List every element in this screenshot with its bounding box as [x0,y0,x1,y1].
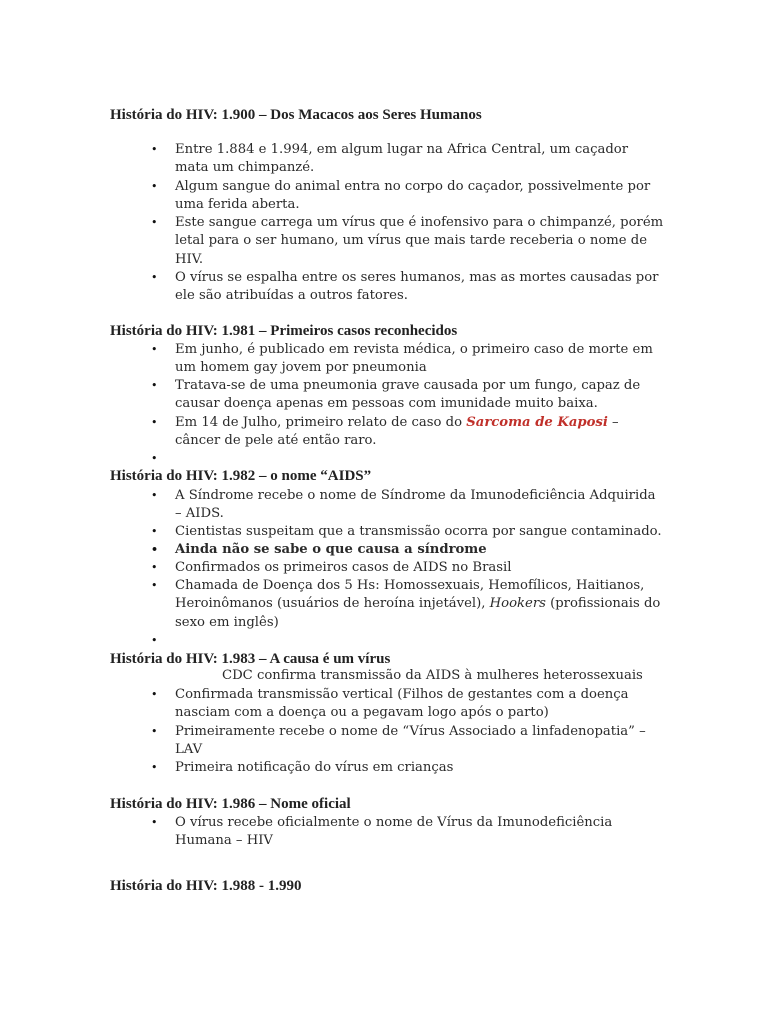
bullet-icon: • [151,579,158,592]
list-item [151,686,665,723]
bullet-icon: • [151,688,158,701]
kaposi-text-after: – câncer de pele até então raro. [175,415,619,449]
bullet-icon: • [151,816,158,829]
list-item [151,178,665,215]
bullet-icon: • [151,761,158,774]
list-item [151,377,665,414]
bullet-icon: • [151,416,158,429]
list-item-text: Em junho, é publicado em revista médica, o primeiro caso de morte em um homem gay jovem por pneumonia [175,342,653,376]
bullet-icon: • [151,561,158,574]
list-item-text: O vírus recebe oficialmente o nome de Vírus da Imunodeficiência Humana – HIV [175,815,613,849]
intro-line: CDC confirma transmissão da AIDS à mulheres heterossexuais [222,668,643,683]
list-item [151,341,665,378]
hookers-italic: Hookers [489,596,546,612]
sarcoma-de-kaposi-highlight: Sarcoma de Kaposi [466,415,608,430]
list-item [151,723,665,760]
list-item [151,759,665,777]
hs-text-before: Chamada de Doença dos 5 Hs: Homossexuais, Hemofílicos, Haitianos, Heroinômanos (usuários de heroína injetável), [175,578,645,612]
bullet-icon: • [151,379,158,392]
list-item-text: Cientistas suspeitam que a transmissão ocorra por sangue contaminado. [175,524,662,539]
bullet-icon: • [151,489,158,502]
list-item-text: Este sangue carrega um vírus que é inofensivo para o chimpanzé, porém letal para o ser humano, um vírus que mais tarde receberia o nome de HIV. [175,215,664,267]
list-item-text: Confirmados os primeiros casos de AIDS no Brasil [175,560,512,575]
list-item [151,269,665,306]
section-heading-1982: História do HIV: 1.982 – o nome “AIDS” [110,468,372,484]
bullet-icon: • [151,216,158,229]
list-item [151,141,665,178]
list-item [151,814,665,851]
list-item [151,414,665,451]
section-heading-1981: História do HIV: 1.981 – Primeiros casos reconhecidos [110,323,458,339]
list-item [151,541,665,559]
bullet-icon: • [151,343,158,356]
list-item [151,559,665,577]
list-item [151,577,665,632]
list-item-text: A Síndrome recebe o nome de Síndrome da Imunodeficiência Adquirida – AIDS. [175,488,656,522]
hs-text-after: (profissionais do sexo em inglês) [175,596,661,630]
bullet-icon: • [151,525,158,538]
bullet-icon: • [151,271,158,284]
section-heading-1983: História do HIV: 1.983 – A causa é um vírus [110,651,391,667]
list-item-text: Algum sangue do animal entra no corpo do caçador, possivelmente por uma ferida aberta. [175,179,651,213]
list-item-text: Tratava-se de uma pneumonia grave causada por um fungo, capaz de causar doença apenas em pessoas com imunidade muito baixa. [175,378,641,412]
bullet-icon: • [151,180,158,193]
list-item-text: Primeiramente recebe o nome de “Vírus Associado a linfadenopatia” – LAV [175,724,646,758]
list-item [151,214,665,269]
list-item-text: O vírus se espalha entre os seres humanos, mas as mortes causadas por ele são atribuídas a outros fatores. [175,270,659,304]
kaposi-text-before: Em 14 de Julho, primeiro relato de caso do [175,415,467,430]
list-item [151,523,695,541]
empty-bullet-icon: • [151,452,158,465]
section-heading-1986: História do HIV: 1.986 – Nome oficial [110,796,351,812]
list-item-text: Primeira notificação do vírus em crianças [175,760,454,775]
list-item [151,487,665,524]
list-item-text: Ainda não se sabe o que causa a síndrome [175,542,487,557]
bullet-icon: • [151,543,159,556]
list-item-text: Entre 1.884 e 1.994, em algum lugar na Africa Central, um caçador mata um chimpanzé. [175,142,629,176]
empty-bullet-icon: • [151,634,158,647]
bullet-icon: • [151,725,158,738]
section-heading-1988-1990: História do HIV: 1.988 - 1.990 [110,878,302,894]
bullet-icon: • [151,143,158,156]
section-heading-1900: História do HIV: 1.900 – Dos Macacos aos Seres Humanos [110,107,482,123]
list-item-text: Confirmada transmissão vertical (Filhos de gestantes com a doença nasciam com a doença ou a pegavam logo após o parto) [175,687,629,721]
